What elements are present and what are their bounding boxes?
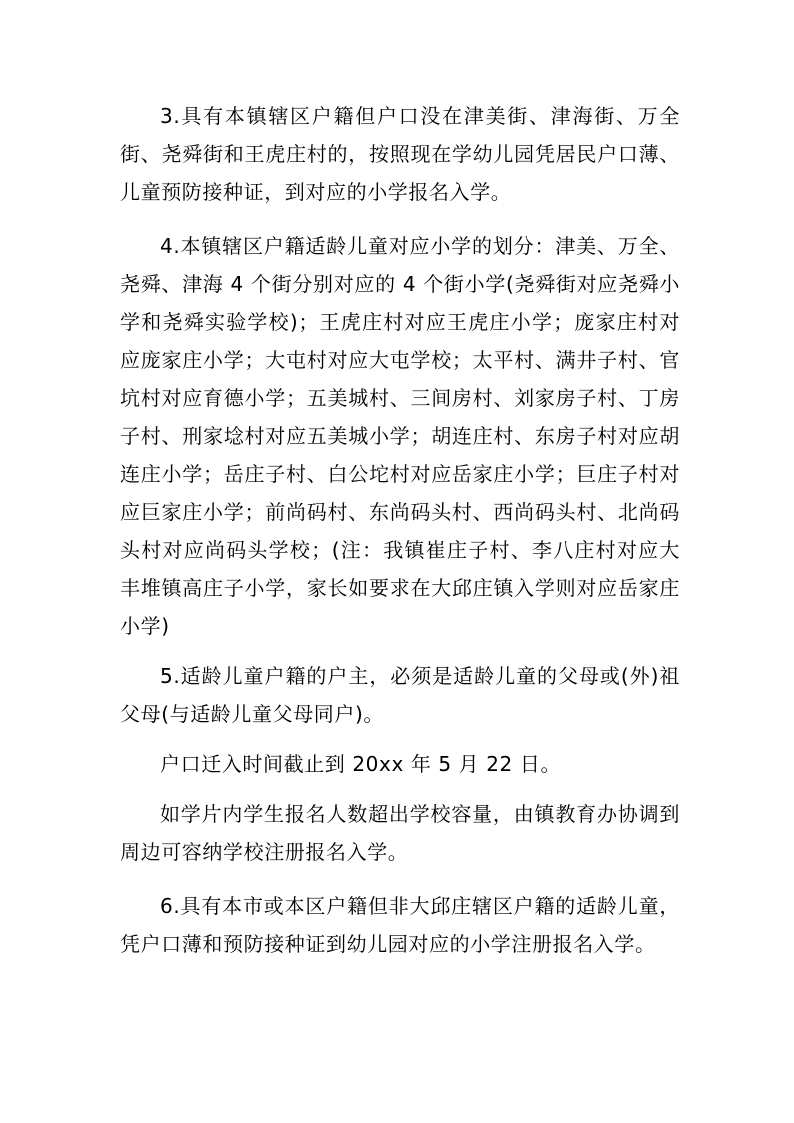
paragraph-item-5: 5.适龄儿童户籍的户主，必须是适龄儿童的父母或(外)祖父母(与适龄儿童父母同户)。 <box>120 664 680 726</box>
document-body <box>120 97 680 963</box>
paragraph-item-6: 6.具有本市或本区户籍但非大邱庄辖区户籍的适龄儿童，凭户口薄和预防接种证到幼儿园对应的小学注册报名入学。 <box>120 894 680 956</box>
paragraph-item-3: 3.具有本镇辖区户籍但户口没在津美街、津海街、万全街、尧舜街和王虎庄村的，按照现在学幼儿园凭居民户口薄、儿童预防接种证，到对应的小学报名入学。 <box>120 104 680 204</box>
paragraph-item-4: 4.本镇辖区户籍适龄儿童对应小学的划分：津美、万全、尧舜、津海 4 个街分别对应的 4 个街小学(尧舜街对应尧舜小学和尧舜实验学校)；王虎庄村对应王虎庄小学；庞家庄村对应庞家庄小学；大屯村对应大屯学校；太平村、满井子村、官坑村对应育德小学；五美城村、三间房村、刘家房子村、丁房子村、刑家埝村对应五美城小学；胡连庄村、东房子村对应胡连庄小学；岳庄子村、白公坨村对应岳家庄小学；巨庄子村对应巨家庄小学；前尚码村、东尚码头村、西尚码头村、北尚码头村对应尚码头学校；(注：我镇崔庄子村、李八庄村对应大丰堆镇高庄子小学，家长如要求在大邱庄镇入学则对应岳家庄小学) <box>120 234 680 638</box>
paragraph-deadline: 户口迁入时间截止到 20xx 年 5 月 22 日。 <box>160 752 562 776</box>
paragraph-capacity: 如学片内学生报名人数超出学校容量，由镇教育办协调到周边可容纳学校注册报名入学。 <box>120 802 680 864</box>
